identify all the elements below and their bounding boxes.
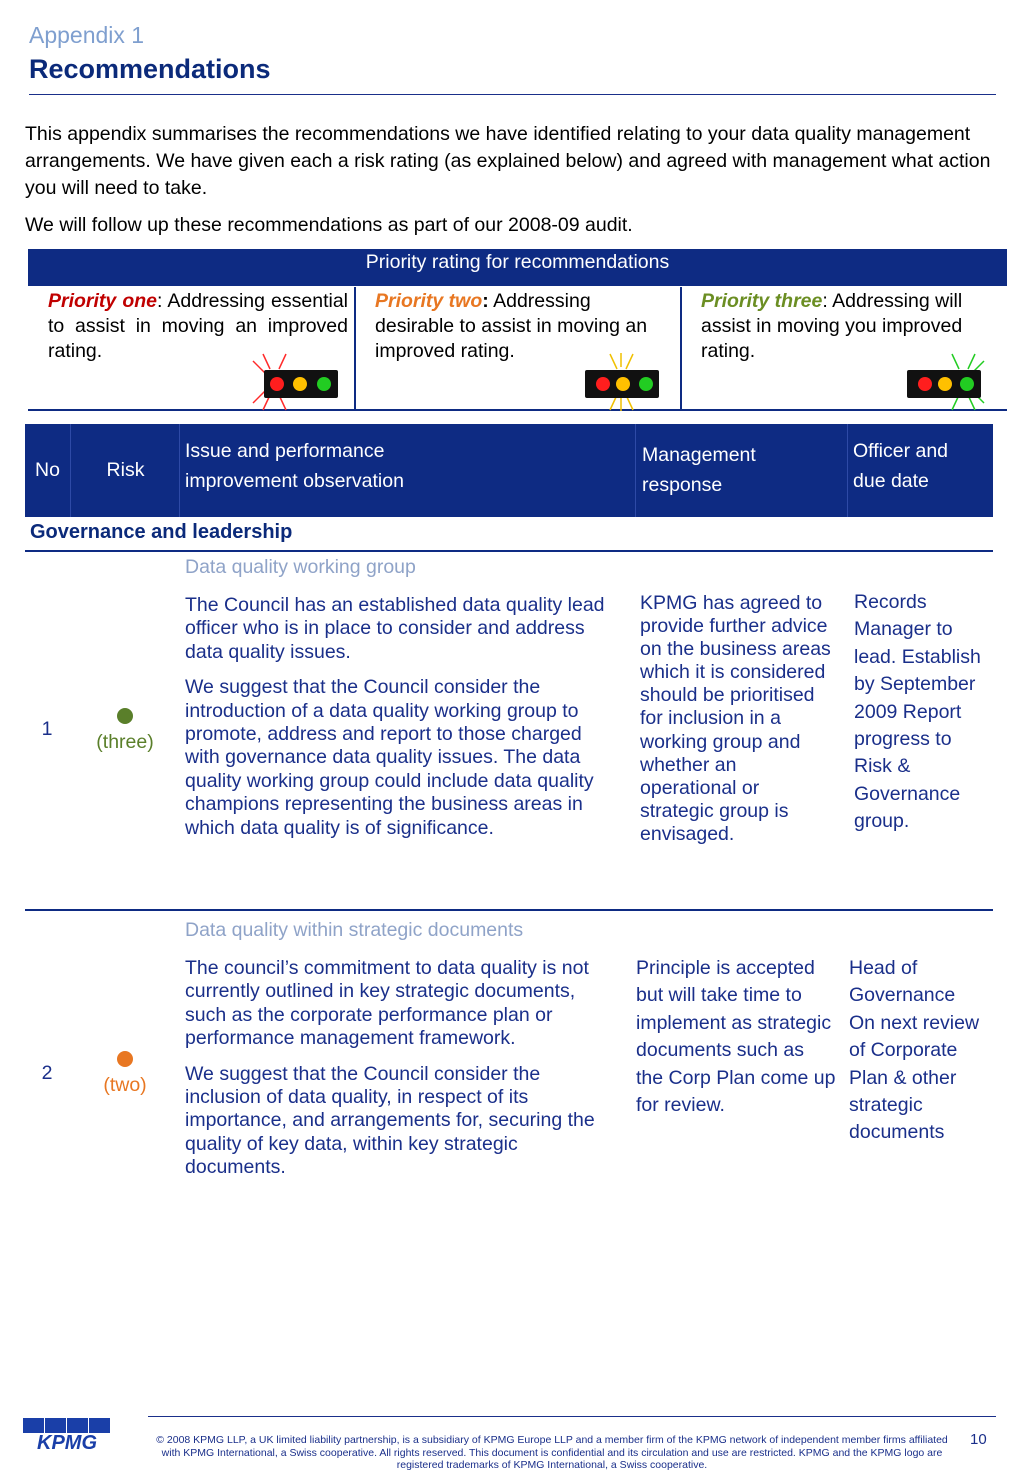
traffic-light-icon	[585, 370, 659, 398]
copyright-notice: © 2008 KPMG LLP, a UK limited liability partnership, is a subsidiary of KPMG Europe LLP and a member firm of the KPMG network of independent member firms affiliated with KPMG International, a Swiss cooperative. All rights reserved. This document is confidential and its circulation and use are restricted. KPMG and the KPMG logo are registered trademarks of KPMG International, a Swiss cooperative.	[156, 1434, 948, 1471]
row-divider	[25, 909, 993, 911]
column-header-no: No	[35, 459, 60, 481]
observation-text	[185, 594, 615, 852]
priority-one-description	[48, 289, 348, 364]
column-header-officer: Officer and due date	[853, 440, 949, 492]
column-separator	[847, 424, 848, 517]
svg-text:KPMG: KPMG	[37, 1432, 97, 1452]
priority-one-text: Addressing essential to assist in moving an improved rating.	[48, 290, 349, 362]
risk-label: (three)	[96, 731, 154, 753]
priority-one-name: Priority one	[48, 290, 158, 312]
row-number: 1	[41, 718, 53, 740]
priority-two-name: Priority two	[375, 290, 483, 312]
recommendation-subheading: Data quality working group	[185, 556, 416, 578]
column-header-response: Management response	[642, 444, 756, 496]
column-header-risk: Risk	[106, 459, 145, 481]
footer-divider	[148, 1416, 996, 1417]
traffic-light-icon	[264, 370, 338, 398]
priority-one-colon: :	[157, 290, 163, 312]
observation-paragraph: The Council has an established data quality lead officer who is in place to consider and address data quality issues.	[185, 594, 605, 663]
priority-two-column	[356, 287, 682, 411]
amber-lamp-icon	[938, 377, 952, 391]
traffic-light-icon	[907, 370, 981, 398]
observation-paragraph: We suggest that the Council consider the introduction of a data quality working group to promote, address and report to those charged with governance data quality issues. The data quality working group could include data quality champions representing the business areas in which data quality is of significance.	[185, 676, 594, 839]
observation-text	[185, 957, 615, 1192]
kpmg-logo	[23, 1418, 111, 1452]
risk-dot-icon	[117, 708, 133, 724]
red-lamp-icon	[270, 377, 284, 391]
amber-lamp-icon	[616, 377, 630, 391]
section-heading: Governance and leadership	[30, 521, 293, 543]
priority-one-column	[28, 287, 356, 411]
priority-two-colon: :	[482, 290, 489, 312]
priority-three-text: Addressing will assist in moving you improved rating.	[701, 290, 963, 362]
priority-two-text: Addressing desirable to assist in moving an improved rating.	[375, 290, 648, 362]
table-header	[25, 424, 993, 517]
title-divider	[29, 94, 996, 95]
row-number: 2	[41, 1062, 53, 1084]
follow-up-paragraph: We will follow up these recommendations as part of our 2008-09 audit.	[25, 214, 633, 236]
priority-three-name: Priority three	[701, 290, 823, 312]
page-title: Recommendations	[29, 54, 271, 84]
management-response: KPMG has agreed to provide further advice on the business areas which it is considered should be prioritised for inclusion in a working group and whether an operational or strategic group is envisaged.	[640, 592, 831, 845]
appendix-label: Appendix 1	[29, 22, 145, 48]
amber-lamp-icon	[293, 377, 307, 391]
officer-due-date: Records Manager to lead. Establish by September 2009 Report progress to Risk & Governance group.	[854, 591, 981, 833]
section-divider	[25, 550, 993, 552]
red-lamp-icon	[918, 377, 932, 391]
officer-due-date: Head of Governance On next review of Corporate Plan & other strategic documents	[849, 957, 980, 1144]
green-lamp-icon	[317, 377, 331, 391]
priority-three-colon: :	[822, 290, 828, 312]
column-header-issue: Issue and performance improvement observation	[185, 440, 404, 492]
intro-paragraph: This appendix summarises the recommendations we have identified relating to your data quality management arrangements. We have given each a risk rating (as explained below) and agreed with management what action you will need to take.	[25, 123, 991, 199]
green-lamp-icon	[639, 377, 653, 391]
management-response: Principle is accepted but will take time to implement as strategic documents such as the Corp Plan come up for review.	[636, 957, 836, 1117]
column-separator	[635, 424, 636, 517]
recommendation-subheading: Data quality within strategic documents	[185, 919, 524, 941]
green-lamp-icon	[960, 377, 974, 391]
risk-dot-icon	[117, 1051, 133, 1067]
page-number: 10	[970, 1431, 987, 1448]
column-separator	[179, 424, 180, 517]
priority-box-heading: Priority rating for recommendations	[28, 249, 1007, 286]
risk-label: (two)	[103, 1074, 147, 1096]
red-lamp-icon	[596, 377, 610, 391]
observation-paragraph: The council’s commitment to data quality is not currently outlined in key strategic documents, such as the corporate performance plan or performance management framework.	[185, 957, 589, 1050]
observation-paragraph: We suggest that the Council consider the inclusion of data quality, in respect of its importance, and arrangements for, securing the quality of key data, within key strategic documents.	[185, 1062, 595, 1179]
priority-three-column	[682, 287, 1007, 411]
